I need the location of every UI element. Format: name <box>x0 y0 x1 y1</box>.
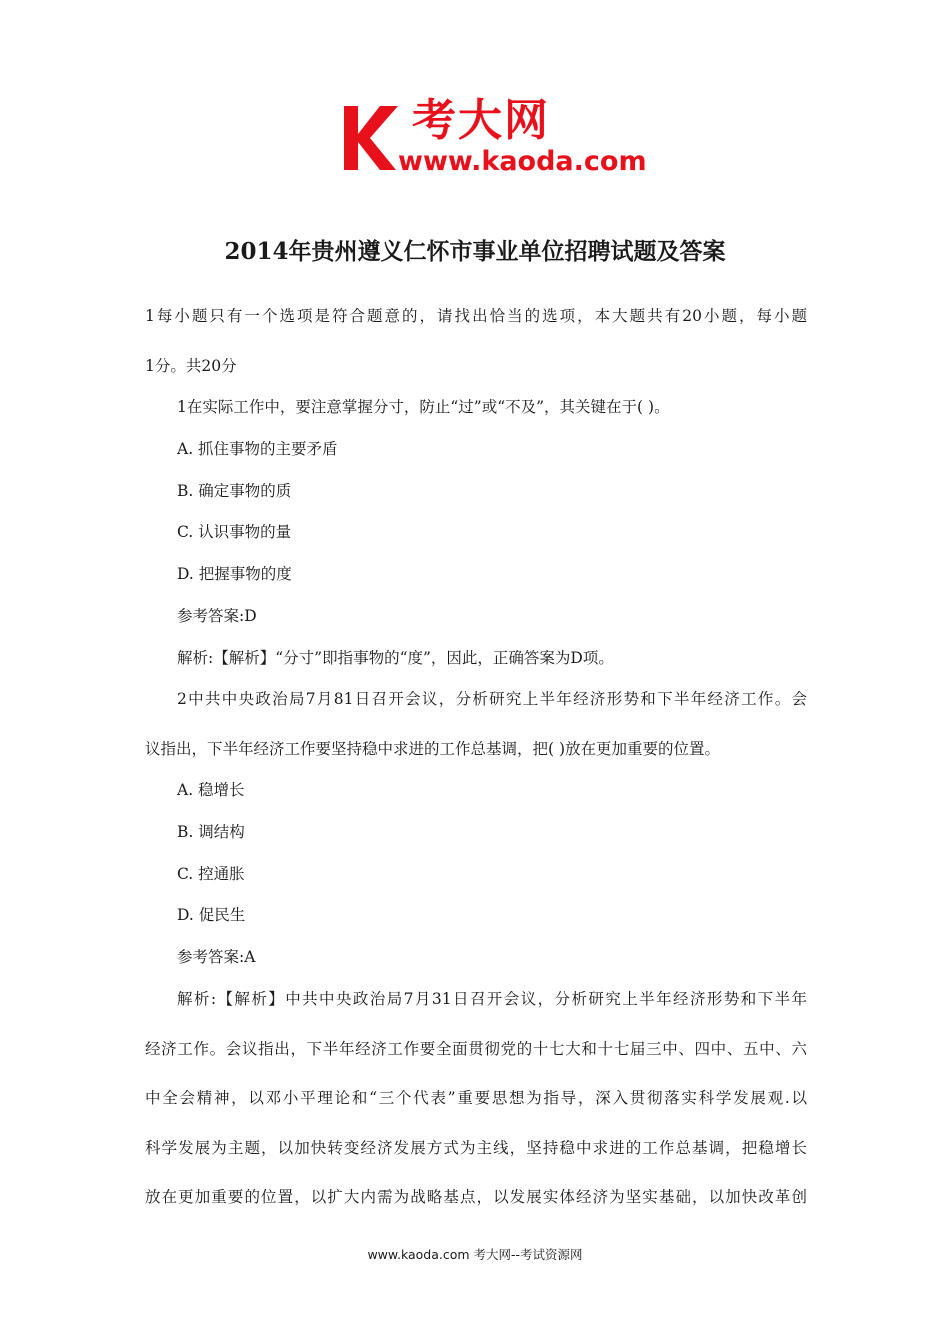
q1-option-b: B. 确定事物的质 <box>177 482 292 500</box>
q1-option-a: A. 抓住事物的主要矛盾 <box>177 440 338 458</box>
kaoda-logo <box>340 96 662 182</box>
k-logo-icon <box>340 100 402 172</box>
intro-line-1: 1每小题只有一个选项是符合题意的，请找出恰当的选项，本大题共有20小题，每小题 <box>145 307 807 325</box>
q2-analysis-line-5: 放在更加重要的位置，以扩大内需为战略基点，以发展实体经济为坚实基础，以加快改革创 <box>145 1188 807 1206</box>
q1-analysis: 解析:【解析】“分寸”即指事物的“度”，因此，正确答案为D项。 <box>177 649 614 667</box>
q2-analysis-line-1: 解析:【解析】中共中央政治局7月31日召开会议，分析研究上半年经济形势和下半年 <box>177 990 807 1008</box>
q1-answer: 参考答案:D <box>177 607 257 625</box>
intro-line-2: 1分。共20分 <box>145 357 237 375</box>
page-title: 2014年贵州遵义仁怀市事业单位招聘试题及答案 <box>224 238 726 265</box>
q2-answer: 参考答案:A <box>177 948 256 966</box>
q2-option-d: D. 促民生 <box>177 906 246 924</box>
q2-option-b: B. 调结构 <box>177 823 245 841</box>
q1-option-d: D. 把握事物的度 <box>177 565 292 583</box>
q1-stem: 1在实际工作中，要注意掌握分寸，防止“过”或“不及”，其关键在于( )。 <box>177 398 670 416</box>
q2-analysis-line-2: 经济工作。会议指出，下半年经济工作要全面贯彻党的十七大和十七届三中、四中、五中、六 <box>145 1040 807 1058</box>
logo-url-text: www.kaoda.com <box>398 146 647 177</box>
logo-chinese-text: 考大网 <box>412 95 550 146</box>
q2-option-c: C. 控通胀 <box>177 865 245 883</box>
q2-analysis-line-3: 中全会精神，以邓小平理论和“三个代表”重要思想为指导，深入贯彻落实科学发展观.以 <box>145 1089 807 1107</box>
q2-analysis-line-4: 科学发展为主题，以加快转变经济发展方式为主线，坚持稳中求进的工作总基调，把稳增长 <box>145 1139 807 1157</box>
q2-stem-line-1: 2中共中央政治局7月81日召开会议，分析研究上半年经济形势和下半年经济工作。会 <box>177 690 807 708</box>
page-footer: www.kaoda.com 考大网--考试资源网 <box>367 1247 583 1262</box>
q1-option-c: C. 认识事物的量 <box>177 523 292 541</box>
q2-stem-line-2: 议指出，下半年经济工作要坚持稳中求进的工作总基调，把( )放在更加重要的位置。 <box>145 740 721 758</box>
q2-option-a: A. 稳增长 <box>177 781 245 799</box>
